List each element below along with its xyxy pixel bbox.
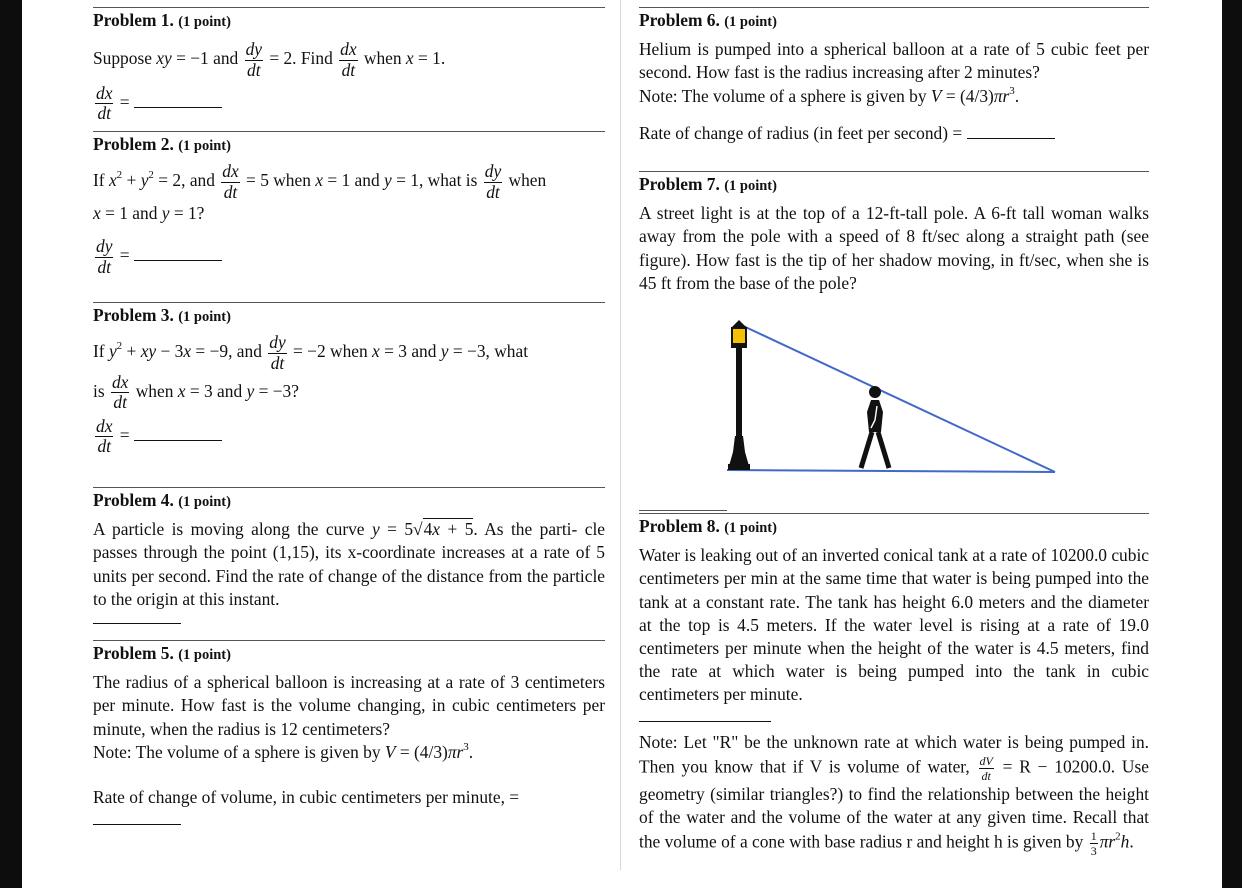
divider xyxy=(639,513,1149,514)
right-screen-edge xyxy=(1222,0,1242,888)
answer-row: Rate of change of radius (in feet per second) = xyxy=(639,122,1149,145)
problem-1 xyxy=(93,9,605,124)
answer-blank[interactable] xyxy=(967,124,1055,139)
volume-note: Note: The volume of a sphere is given by $V = (4/3)\pi r^3$. xyxy=(639,84,1020,106)
problem-4 xyxy=(93,489,605,611)
answer-blank[interactable] xyxy=(639,510,727,511)
pole xyxy=(728,354,750,470)
problem-title: Problem 2. (1 point) xyxy=(93,134,231,154)
problem-text: Water is leaking out of an inverted conical tank at a rate of 10200.0 cubic centimeters per min at the same time that water is being pumped into the tank at a constant rate. The tank has height 6.0 meters and the diameter at the top is 4.5 meters. If the water level is rising at a rate of 19.0 centimeters per minute when the height of the water is 4.5 meters, find the rate at which water is being pumped into the tank in cubic centimeters per minute. xyxy=(639,545,1149,705)
problem-5 xyxy=(93,642,605,809)
answer-blank[interactable] xyxy=(93,810,181,825)
ground-line xyxy=(727,470,1055,472)
problem-title: Problem 1. (1 point) xyxy=(93,10,231,30)
volume-note: Note: The volume of a sphere is given by $V = (4/3)\pi r^3$. xyxy=(93,740,474,762)
divider xyxy=(93,131,605,132)
problem-title: Problem 5. (1 point) xyxy=(93,643,231,663)
streetlight-figure xyxy=(721,316,1061,476)
column-separator xyxy=(620,0,621,870)
problem-text: A particle is moving along the curve y = 5√4x + 5. As the parti- cle passes through the point (1,15), its x-coordinate increases at a rate of 5 units per second. Find the rate of change of the distance from the particle to the origin at this instant. xyxy=(93,519,605,609)
woman-figure xyxy=(861,386,889,468)
answer-blank[interactable] xyxy=(134,426,222,441)
divider xyxy=(93,302,605,303)
problem-3 xyxy=(93,304,605,457)
problem-title: Problem 8. (1 point) xyxy=(639,516,777,536)
answer-blank[interactable] xyxy=(134,246,222,261)
problem-note: Note: Let "R" be the unknown rate at which water is being pumped in. Then you know that if V is volume of water, $\frac{dV}{dt}$ = R − 10200.0. Use geometry (similar triangles?) to find the relationship between the height of the water and the volume of the water at any given time. Recall that the volume of a cone with base radius r and height h is given by $\frac{1}{3}$ $\pi r^2h$. xyxy=(639,731,1149,859)
answer-row: $\frac{dx}{dt}$ = xyxy=(93,417,605,457)
problem-8 xyxy=(639,515,1149,858)
problem-2 xyxy=(93,133,605,277)
problem-text: The radius of a spherical balloon is increasing at a rate of 3 centimeters per minute. How fast is the volume changing, in cubic centimeters per minute, when the radius is 12 centimeters? xyxy=(93,672,605,739)
answer-label: Rate of change of volume, in cubic centimeters per minute, = xyxy=(93,787,520,808)
problem-text: If $x^2 + y^2 = 2$, and $\frac{dx}{dt}$ = 5 when x = 1 and y = 1, what is $\frac{dy}{dt}$ when x = 1 and y = 1? xyxy=(93,161,547,224)
divider xyxy=(639,7,1149,8)
problem-text: A street light is at the top of a 12-ft-tall pole. A 6-ft tall woman walks away from the pole with a speed of 8 ft/sec along a straight path (see figure). How fast is the tip of her shadow moving, in ft/sec, when she is 45 ft from the base of the pole? xyxy=(639,203,1149,293)
problem-7 xyxy=(639,173,1149,295)
divider xyxy=(93,487,605,488)
problem-text: If $y^2$ + xy − 3x = −9, and $\frac{dy}{dt}$ = −2 when x = 3 and y = −3, what is $\frac{dx}{dt}$ when x = 3 and y = −3? xyxy=(93,332,529,413)
divider xyxy=(639,171,1149,172)
answer-blank[interactable] xyxy=(93,609,181,624)
lamp-icon xyxy=(731,320,747,354)
answer-blank[interactable] xyxy=(639,707,771,722)
problem-text: Helium is pumped into a spherical balloon at a rate of 5 cubic feet per second. How fast is the radius increasing after 2 minutes? xyxy=(639,39,1149,83)
problem-title: Problem 6. (1 point) xyxy=(639,10,777,30)
problem-text: Suppose xy = −1 and $\frac{dy}{dt}$ = 2. Find $\frac{dx}{dt}$ when x = 1. xyxy=(93,39,446,80)
left-screen-edge xyxy=(0,0,22,888)
divider xyxy=(93,640,605,641)
problem-title: Problem 7. (1 point) xyxy=(639,174,777,194)
answer-row: $\frac{dy}{dt}$ = xyxy=(93,237,605,277)
problem-title: Problem 3. (1 point) xyxy=(93,305,231,325)
problem-6 xyxy=(639,9,1149,145)
light-ray xyxy=(739,324,1055,472)
divider xyxy=(93,7,605,8)
answer-row: $\frac{dx}{dt}$ = xyxy=(93,84,605,124)
problem-title: Problem 4. (1 point) xyxy=(93,490,231,510)
answer-blank[interactable] xyxy=(134,93,222,108)
